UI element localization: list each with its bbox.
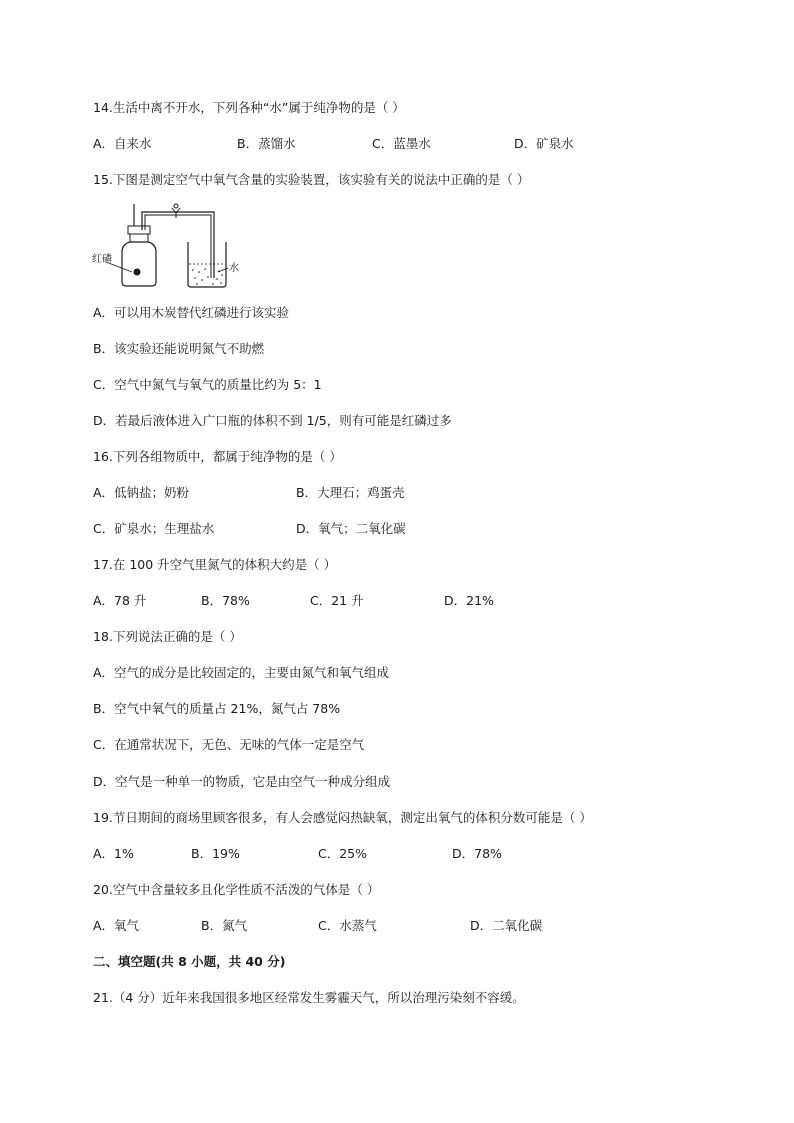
q16-option-b: B．大理石；鸡蛋壳	[296, 485, 405, 500]
question-16-stem: 16.下列各组物质中，都属于纯净物的是（ ）	[93, 449, 342, 464]
water-dots	[192, 268, 223, 285]
q19-option-c: C．25%	[318, 846, 368, 861]
question-19-stem: 19.节日期间的商场里顾客很多，有人会感觉闷热缺氧，测定出氧气的体积分数可能是（ ）	[93, 810, 592, 825]
question-15-stem: 15.下图是测定空气中氧气含量的实验装置，该实验有关的说法中正确的是（ ）	[93, 172, 530, 187]
red-phosphorus	[134, 269, 141, 276]
label-water: 水	[229, 263, 239, 274]
q19-option-b: B．19%	[191, 846, 240, 861]
wide-mouth-bottle	[122, 242, 156, 286]
q14-option-c: C．蓝墨水	[372, 136, 431, 151]
q15-option-c: C．空气中氮气与氧气的质量比约为 5：1	[93, 377, 322, 392]
q20-option-b: B．氮气	[201, 918, 248, 933]
q20-option-d: D．二氧化碳	[470, 918, 543, 933]
q14-option-d: D．矿泉水	[514, 136, 574, 151]
q14-option-b: B．蒸馏水	[237, 136, 296, 151]
bottle-neck	[130, 234, 148, 242]
q14-option-a: A．自来水	[93, 136, 152, 151]
question-17-stem: 17.在 100 升空气里氮气的体积大约是（ ）	[93, 557, 337, 572]
q18-option-d: D．空气是一种单一的物质，它是由空气一种成分组成	[93, 774, 391, 789]
q19-option-d: D．78%	[452, 846, 502, 861]
q19-option-a: A．1%	[93, 846, 134, 861]
q15-option-b: B．该实验还能说明氮气不助燃	[93, 341, 265, 356]
q20-option-a: A．氧气	[93, 918, 140, 933]
q16-option-d: D．氧气；二氧化碳	[296, 521, 406, 536]
q17-option-d: D．21%	[444, 593, 494, 608]
bottle-stopper	[128, 226, 150, 234]
clamp-knob	[174, 204, 178, 208]
question-18-stem: 18.下列说法正确的是（ ）	[93, 629, 242, 644]
q17-option-b: B．78%	[201, 593, 250, 608]
q16-option-a: A．低钠盐；奶粉	[93, 485, 190, 500]
label-red-phosphorus: 红磷	[92, 254, 112, 265]
q18-option-b: B．空气中氧气的质量占 21%，氮气占 78%	[93, 701, 341, 716]
q16-option-c: C．矿泉水；生理盐水	[93, 521, 215, 536]
spring-clamp	[172, 208, 180, 218]
beaker	[188, 242, 226, 287]
q17-option-a: A．78 升	[93, 593, 147, 608]
q17-option-c: C．21 升	[310, 593, 364, 608]
q20-option-c: C．水蒸气	[318, 918, 377, 933]
question-20-stem: 20.空气中含量较多且化学性质不活泼的气体是（ ）	[93, 882, 380, 897]
q15-option-a: A．可以用木炭替代红磷进行该实验	[93, 305, 290, 320]
q18-option-a: A．空气的成分是比较固定的，主要由氮气和氧气组成	[93, 665, 390, 680]
section-title-fill-in: 二、填空题(共 8 小题，共 40 分)	[93, 954, 286, 969]
oxygen-experiment-apparatus-figure	[92, 200, 252, 290]
q15-option-d: D．若最后液体进入广口瓶的体积不到 1/5，则有可能是红磷过多	[93, 413, 452, 428]
question-14-stem: 14.生活中离不开水，下列各种“水”属于纯净物的是（ ）	[93, 100, 405, 115]
question-21-stem: 21.（4 分）近年来我国很多地区经常发生雾霾天气，所以治理污染刻不容缓。	[93, 990, 525, 1005]
q18-option-c: C．在通常状况下，无色、无味的气体一定是空气	[93, 737, 365, 752]
